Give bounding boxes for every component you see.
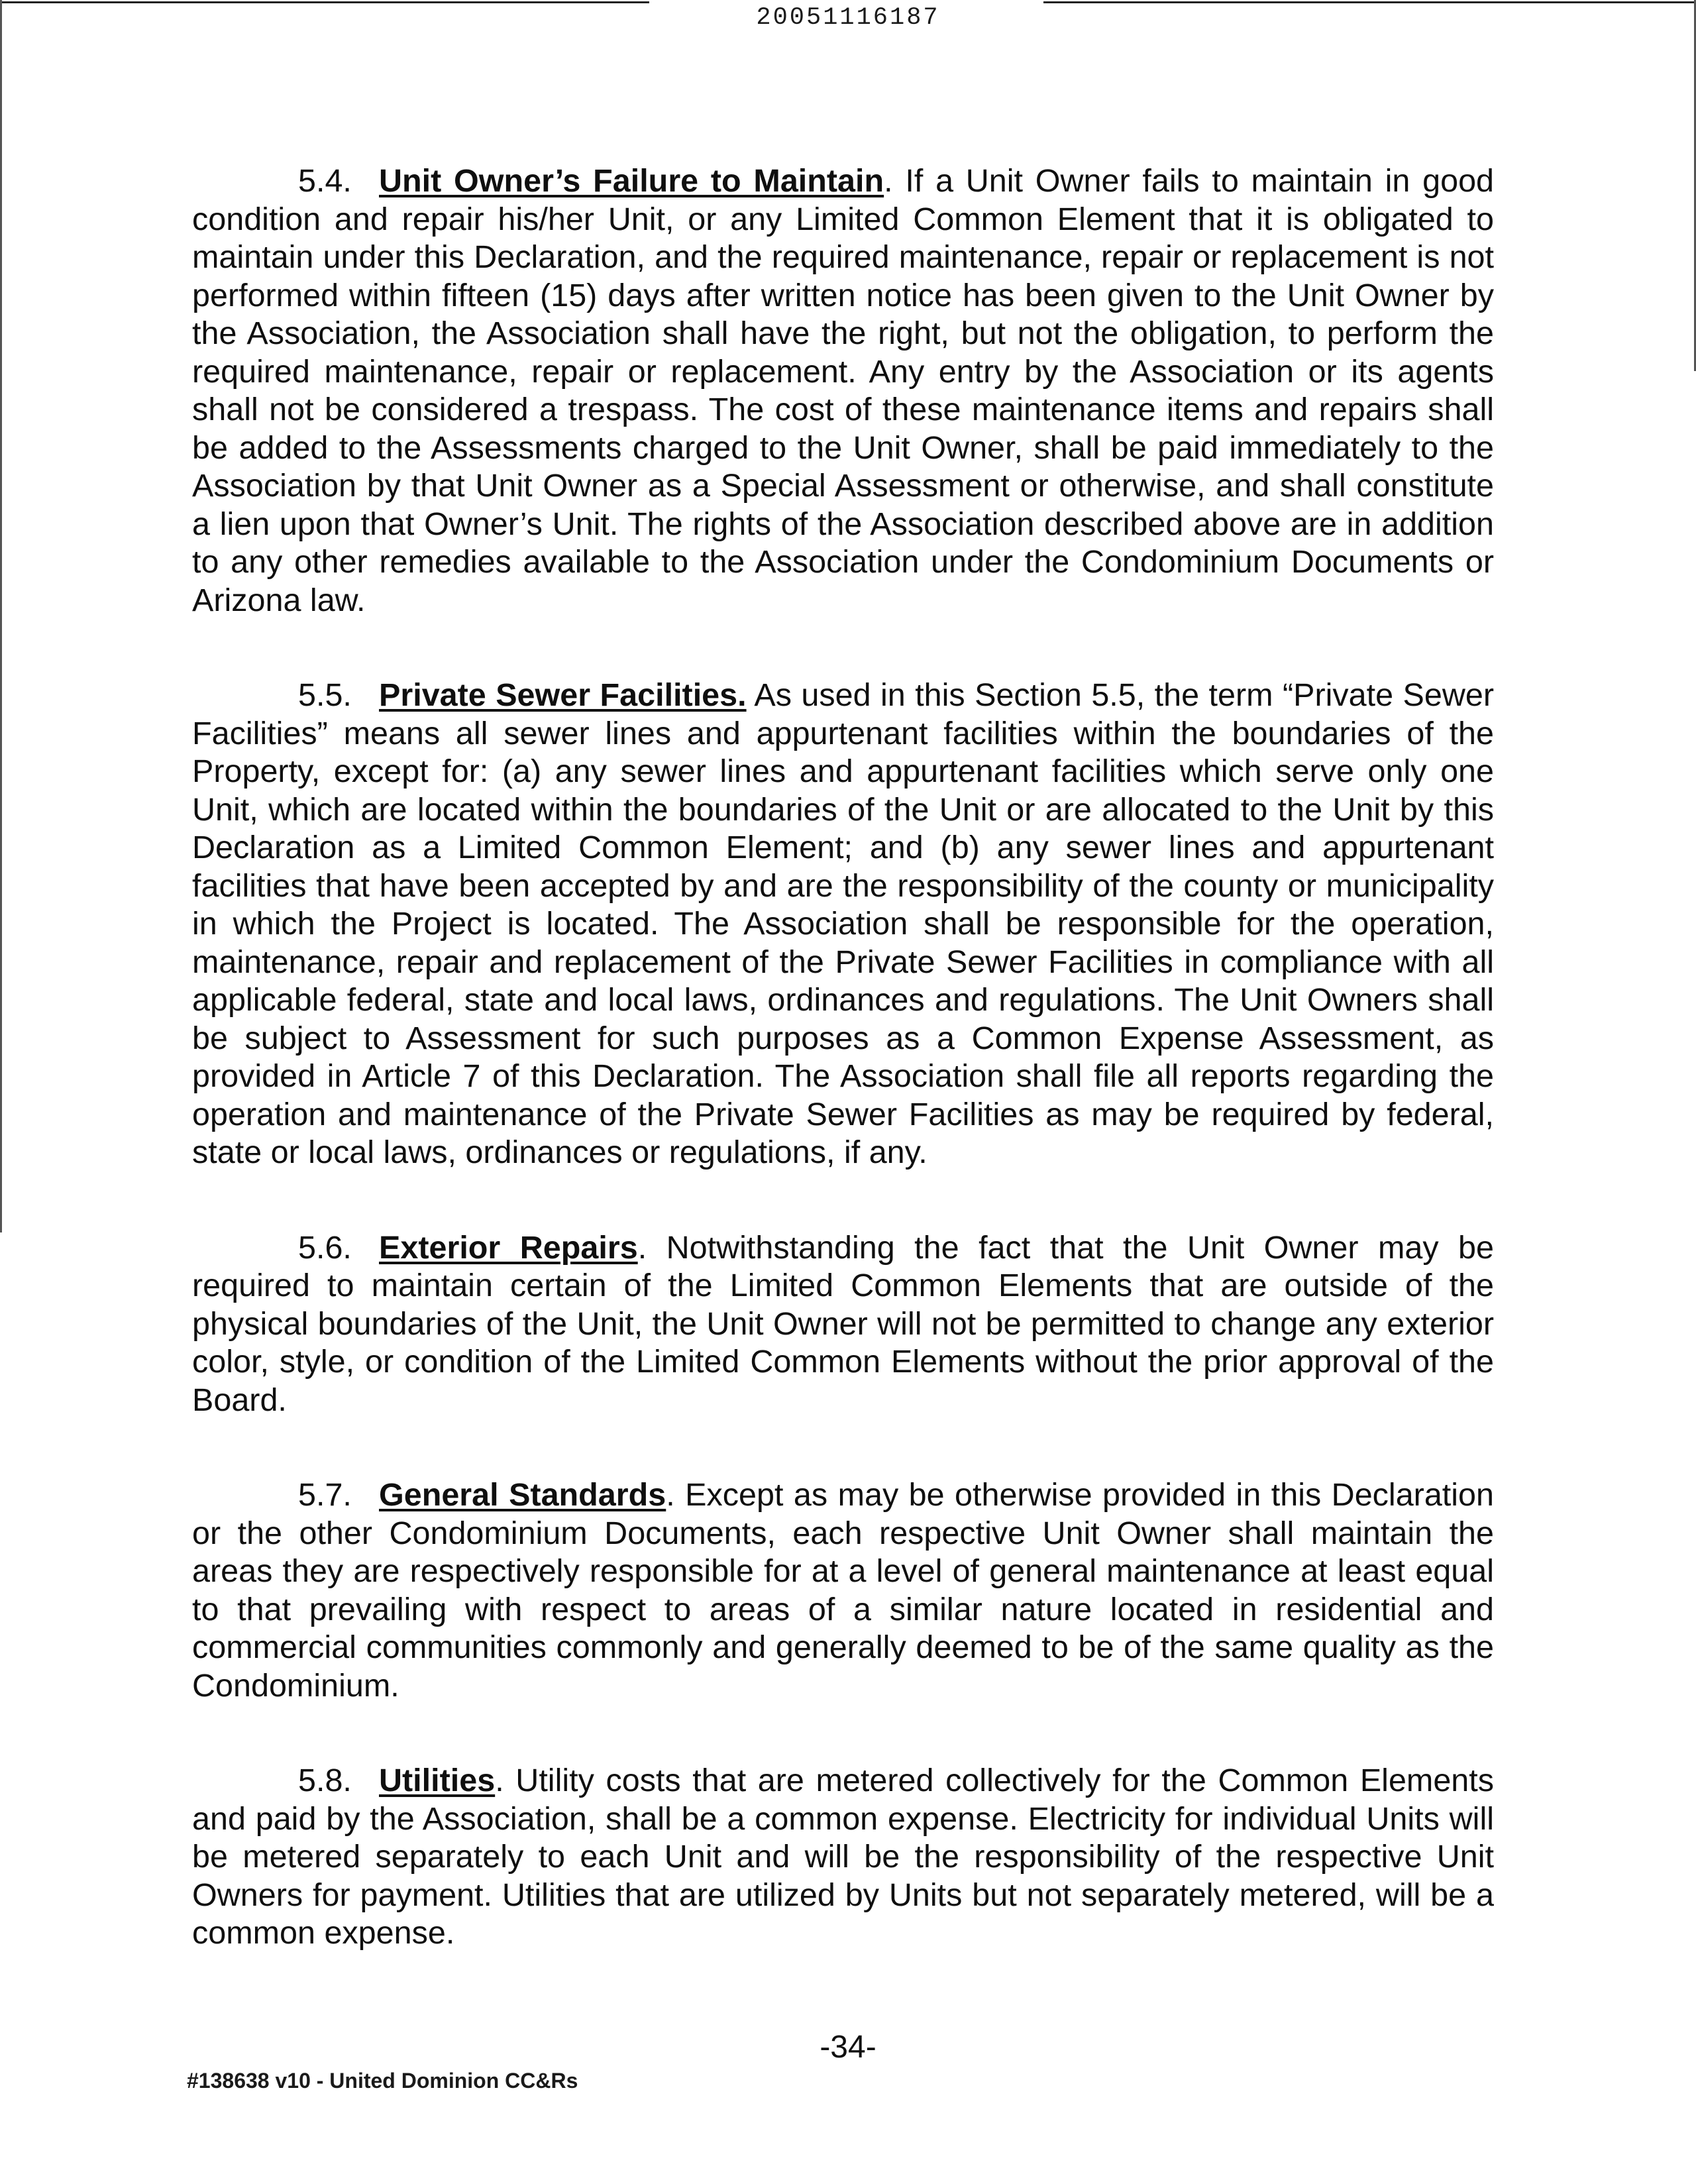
section-number: 5.5. [298,677,352,713]
section-text: Utility costs that are metered collectively for the Common Elements and paid by the Association, shall be a common expense. Electricity for individual Units will be metered separately to each Unit and will be the responsibility of the respective Unit Owners for payment. Utilities that are utilized by Units but not separately metered, will be a common expense. [192,1763,1494,1951]
section-title-punct: . [884,163,893,199]
document-body [192,162,1494,2019]
section-text: Notwithstanding the fact that the Unit Owner may be required to maintain certain of the Limited Common Elements that are outside of the physical boundaries of the Unit, the Unit Owner will not be permitted to change any exterior color, style, or condition of the Limited Common Elements without the prior approval of the Board. [192,1229,1494,1418]
top-rule-right [1043,1,1696,3]
scan-edge-left [0,0,2,1232]
section-title: General Standards [379,1477,666,1513]
document-number: 20051116187 [756,4,940,32]
section-5-8 [192,1762,1494,1953]
footer-document-id: #138638 v10 - United Dominion CC&Rs [187,2069,578,2093]
section-number: 5.4. [298,163,352,199]
section-number: 5.6. [298,1229,352,1266]
section-5-7 [192,1476,1494,1705]
section-number: 5.8. [298,1763,352,1798]
section-5-6 [192,1229,1494,1420]
section-title: Exterior Repairs [379,1229,638,1266]
section-5-5 [192,677,1494,1172]
section-5-4 [192,162,1494,620]
section-title-punct: . [666,1477,675,1513]
section-text: Except as may be otherwise provided in this Declaration or the other Condominium Documents, each respective Unit Owner shall maintain the areas they are respectively responsible for at a level of general maintenance at least equal to that prevailing with respect to areas of a similar nature located in residential and commercial communities commonly and generally deemed to be of the same quality as the Condominium. [192,1477,1494,1704]
section-title: Unit Owner’s Failure to Maintain [379,163,884,199]
section-title: Utilities [379,1763,496,1798]
section-title: Private Sewer Facilities. [379,677,747,713]
section-number: 5.7. [298,1477,352,1513]
section-text: As used in this Section 5.5, the term “Private Sewer Facilities” means all sewer lines and appurtenant facilities within the boundaries of the Property, except for: (a) any sewer lines and appurtenant facilities which serve only one Unit, which are located within the boundaries of the Unit or are allocated to the Unit by this Declaration as a Limited Common Element; and (b) any sewer lines and appurtenant facilities that have been accepted by and are the responsibility of the county or municipality in which the Project is located. The Association shall be responsible for the operation, maintenance, repair and replacement of the Private Sewer Facilities in compliance with all applicable federal, state and local laws, ordinances and regulations. The Unit Owners shall be subject to Assessment for such purposes as a Common Expense Assessment, as provided in Article 7 of this Declaration. The Association shall file all reports regarding the operation and maintenance of the Private Sewer Facilities as may be required by federal, state or local laws, ordinances or regulations, if any. [192,677,1494,1170]
top-rule-left [0,1,649,3]
section-title-punct: . [495,1763,504,1798]
page-number: -34- [820,2030,876,2065]
section-text: If a Unit Owner fails to maintain in good condition and repair his/her Unit, or any Limited Common Element that it is obligated to maintain under this Declaration, and the required maintenance, repair or replacement is not performed within fifteen (15) days after written notice has been given to the Unit Owner by the Association, the Association shall have the right, but not the obligation, to perform the required maintenance, repair or replacement. Any entry by the Association or its agents shall not be considered a trespass. The cost of these maintenance items and repairs shall be added to the Assessments charged to the Unit Owner, shall be paid immediately to the Association by that Unit Owner as a Special Assessment or otherwise, and shall constitute a lien upon that Owner’s Unit. The rights of the Association described above are in addition to any other remedies available to the Association under the Condominium Documents or Arizona law. [192,163,1495,618]
section-title-punct: . [637,1229,647,1266]
